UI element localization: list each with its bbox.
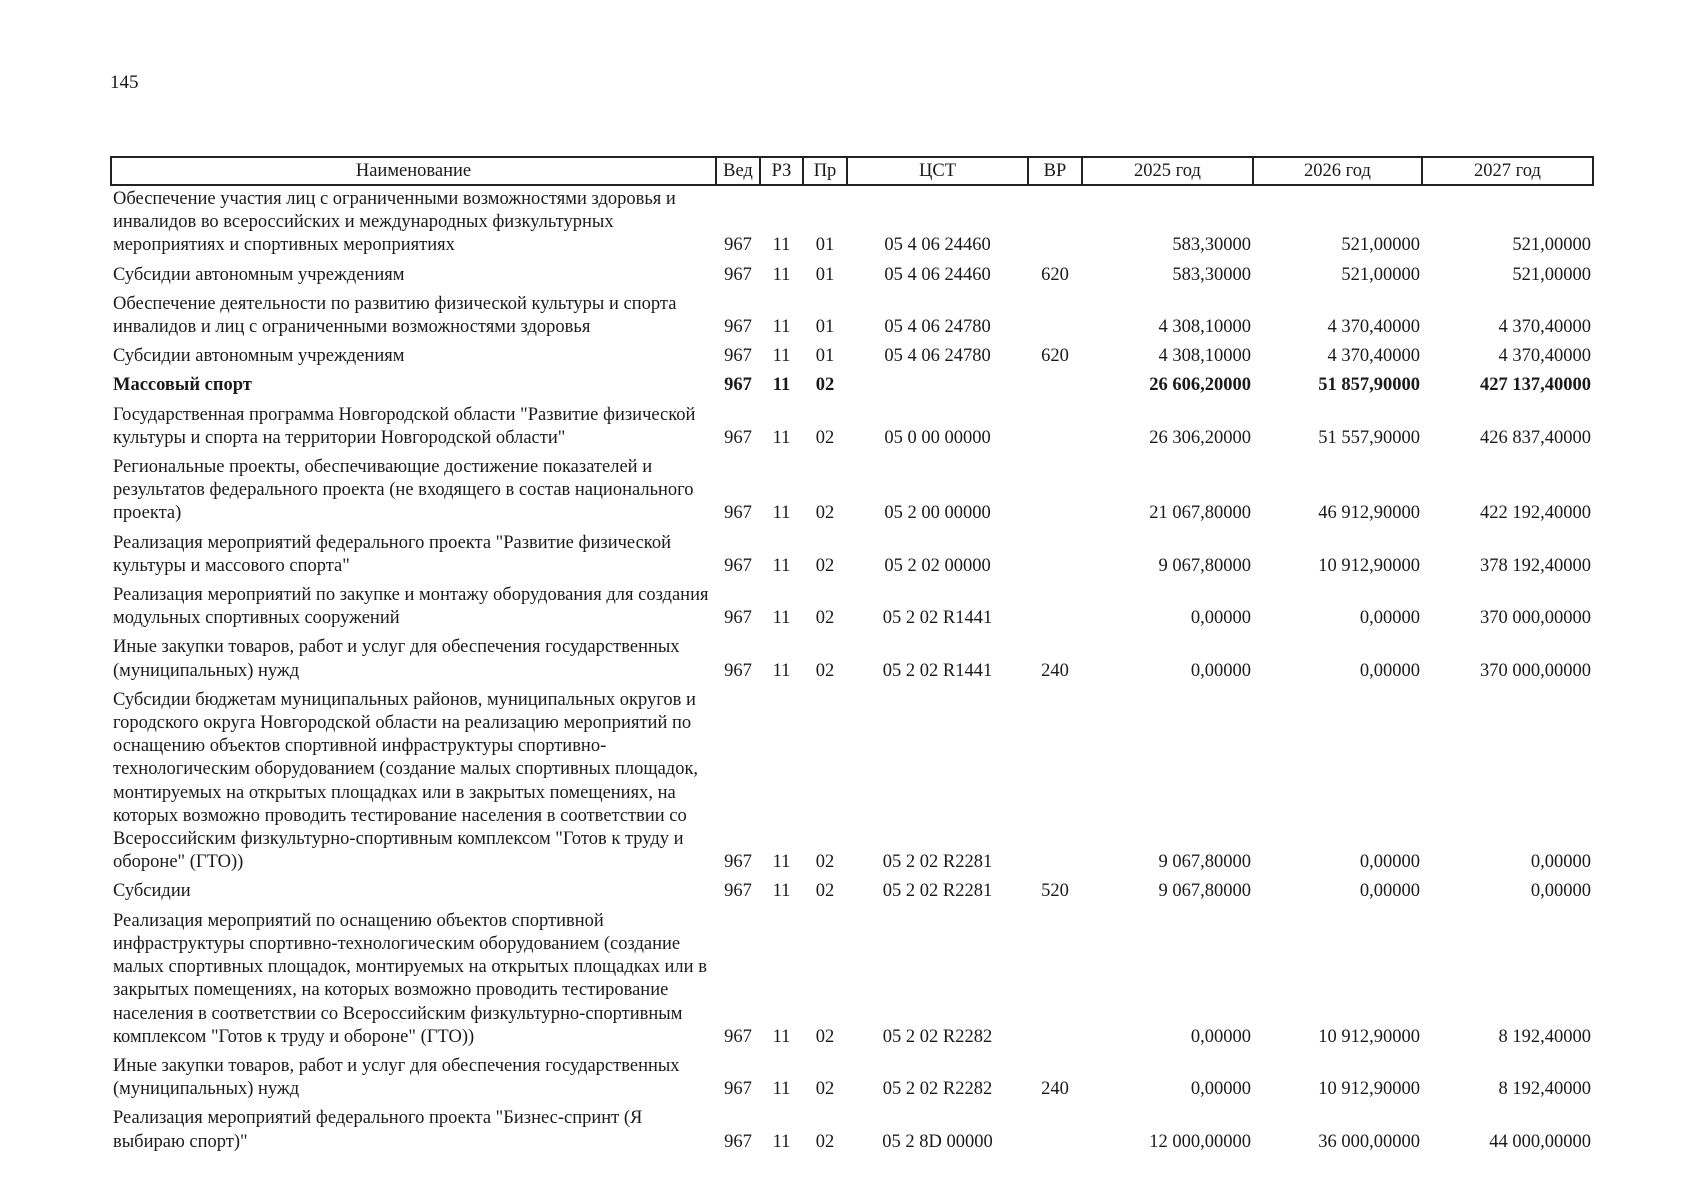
table-header-row <box>111 157 1593 185</box>
cell-cst: 05 2 02 R2281 <box>882 881 993 902</box>
cell-vr <box>1028 908 1082 1053</box>
cell-ved: 967 <box>724 852 752 873</box>
cell-2026: 46 912,90000 <box>1318 503 1420 524</box>
cell-cst: 05 4 06 24780 <box>884 346 991 367</box>
cell-cst: 05 2 02 R1441 <box>882 608 993 629</box>
header-2027: 2027 год <box>1422 157 1593 185</box>
cell-ved: 967 <box>724 660 752 681</box>
cell-vr <box>1028 582 1082 634</box>
cell-rz: 11 <box>772 881 791 902</box>
table-row <box>111 343 1593 372</box>
cell-pr: 02 <box>815 608 835 629</box>
cell-vr <box>1028 185 1082 262</box>
table-row <box>111 878 1593 907</box>
cell-vr: 240 <box>1041 660 1069 681</box>
cell-2026: 0,00000 <box>1359 660 1420 681</box>
cell-pr: 02 <box>815 881 835 902</box>
cell-2027: 521,00000 <box>1512 235 1591 256</box>
cell-cst: 05 2 02 R1441 <box>882 660 993 681</box>
cell-cst: 05 2 02 R2282 <box>882 1026 993 1047</box>
cell-2026: 10 912,90000 <box>1318 1079 1420 1100</box>
cell-pr: 02 <box>815 503 835 524</box>
cell-2027: 0,00000 <box>1530 881 1591 902</box>
cell-name: Реализация мероприятий федерального проекта "Развитие физической культуры и массового спорта" <box>113 532 671 576</box>
cell-pr: 02 <box>815 427 835 448</box>
cell-rz: 11 <box>772 235 791 256</box>
cell-rz: 11 <box>772 555 791 576</box>
cell-2026: 4 370,40000 <box>1327 317 1420 338</box>
cell-vr <box>1028 687 1082 879</box>
header-2025: 2025 год <box>1082 157 1253 185</box>
cell-cst: 05 4 06 24460 <box>884 235 991 256</box>
cell-pr: 02 <box>815 1131 835 1152</box>
cell-2025: 21 067,80000 <box>1149 503 1251 524</box>
cell-ved: 967 <box>724 346 752 367</box>
cell-2027: 370 000,00000 <box>1480 608 1591 629</box>
table-row <box>111 372 1593 401</box>
cell-pr: 02 <box>815 375 835 396</box>
cell-2025: 9 067,80000 <box>1158 852 1251 873</box>
cell-vr: 240 <box>1041 1079 1069 1100</box>
cell-vr <box>1028 372 1082 401</box>
cell-ved: 967 <box>724 555 752 576</box>
cell-2027: 427 137,40000 <box>1480 375 1591 396</box>
cell-2027: 4 370,40000 <box>1498 317 1591 338</box>
table-row <box>111 908 1593 1053</box>
cell-2026: 4 370,40000 <box>1327 346 1420 367</box>
cell-name: Иные закупки товаров, работ и услуг для обеспечения государственных (муниципальных) нужд <box>113 1055 680 1100</box>
cell-2026: 0,00000 <box>1359 881 1420 902</box>
cell-ved: 967 <box>724 427 752 448</box>
cell-rz: 11 <box>772 346 791 367</box>
header-pr: Пр <box>803 157 847 185</box>
cell-rz: 11 <box>772 264 791 285</box>
table-row <box>111 634 1593 686</box>
cell-2025: 26 606,20000 <box>1149 375 1251 396</box>
cell-2026: 10 912,90000 <box>1318 1026 1420 1047</box>
cell-name: Субсидии автономным учреждениям <box>113 264 405 285</box>
cell-pr: 02 <box>815 555 835 576</box>
table-row <box>111 687 1593 879</box>
cell-name: Субсидии бюджетам муниципальных районов, муниципальных округов и городского округа Новгородской области на реализацию мероприятий по оснащению объектов спортивной инфраструктуры спортивно-технологическим оборудованием (создание малых спортивных площадок, монтируемых на открытых площадках или в закрытых помещениях, на которых возможно проводить тестирование населения в соответствии со Всероссийским физкультурно-спортивным комплексом "Готов к труду и обороне" (ГТО)) <box>113 689 699 873</box>
cell-vr <box>1028 530 1082 582</box>
cell-pr: 02 <box>815 1026 835 1047</box>
table-row <box>111 402 1593 454</box>
cell-name: Региональные проекты, обеспечивающие достижение показателей и результатов федерального проекта (не входящего в состав национального проекта) <box>113 457 694 524</box>
cell-name: Реализация мероприятий по закупке и монтажу оборудования для создания модульных спортивных сооружений <box>113 585 709 629</box>
cell-pr: 01 <box>815 346 835 367</box>
header-cst: ЦСТ <box>847 157 1028 185</box>
cell-name: Обеспечение деятельности по развитию физической культуры и спорта инвалидов и лиц с ограниченными возможностями здоровья <box>113 293 677 338</box>
cell-vr <box>1028 291 1082 343</box>
cell-vr <box>1028 454 1082 530</box>
cell-rz: 11 <box>772 503 791 524</box>
budget-table <box>110 156 1594 1158</box>
cell-2025: 0,00000 <box>1190 1026 1251 1047</box>
cell-2025: 583,30000 <box>1172 264 1251 285</box>
table-row <box>111 454 1593 530</box>
cell-name: Реализация мероприятий по оснащению объектов спортивной инфраструктуры спортивно-технологическим оборудованием (создание малых спортивных площадок, монтируемых на открытых площадках или в закрытых помещениях, на которых возможно проводить тестирование населения в соответствии со Всероссийским физкультурно-спортивным комплексом "Готов к труду и обороне" (ГТО)) <box>113 910 707 1047</box>
cell-pr: 02 <box>815 852 835 873</box>
cell-2026: 521,00000 <box>1341 235 1420 256</box>
cell-cst: 05 4 06 24780 <box>884 317 991 338</box>
cell-2027: 4 370,40000 <box>1498 346 1591 367</box>
cell-2025: 0,00000 <box>1190 608 1251 629</box>
cell-2027: 8 192,40000 <box>1498 1079 1591 1100</box>
cell-2025: 9 067,80000 <box>1158 555 1251 576</box>
cell-pr: 01 <box>815 235 835 256</box>
cell-2027: 0,00000 <box>1530 852 1591 873</box>
table-row <box>111 530 1593 582</box>
cell-ved: 967 <box>724 1131 752 1152</box>
header-rz: РЗ <box>760 157 803 185</box>
cell-2027: 370 000,00000 <box>1480 660 1591 681</box>
cell-cst: 05 2 02 R2281 <box>882 852 993 873</box>
cell-2025: 26 306,20000 <box>1149 427 1251 448</box>
cell-2025: 4 308,10000 <box>1158 317 1251 338</box>
cell-vr: 520 <box>1041 881 1069 902</box>
cell-2027: 378 192,40000 <box>1480 555 1591 576</box>
cell-2027: 422 192,40000 <box>1480 503 1591 524</box>
page-number: 145 <box>110 72 139 93</box>
cell-cst: 05 2 8D 00000 <box>882 1131 993 1152</box>
cell-vr: 620 <box>1041 264 1069 285</box>
table-row <box>111 262 1593 291</box>
cell-name: Реализация мероприятий федерального проекта "Бизнес-спринт (Я выбираю спорт)" <box>113 1108 643 1152</box>
cell-pr: 01 <box>815 317 835 338</box>
cell-ved: 967 <box>724 375 752 396</box>
cell-2025: 4 308,10000 <box>1158 346 1251 367</box>
cell-ved: 967 <box>724 1026 752 1047</box>
cell-2027: 521,00000 <box>1512 264 1591 285</box>
cell-2025: 12 000,00000 <box>1149 1131 1251 1152</box>
cell-name: Субсидии <box>113 881 191 902</box>
cell-pr: 01 <box>815 264 835 285</box>
cell-2027: 8 192,40000 <box>1498 1026 1591 1047</box>
cell-2025: 0,00000 <box>1190 1079 1251 1100</box>
header-name: Наименование <box>111 157 716 185</box>
cell-2025: 0,00000 <box>1190 660 1251 681</box>
cell-vr: 620 <box>1041 346 1069 367</box>
table-body <box>111 185 1593 1158</box>
cell-ved: 967 <box>724 317 752 338</box>
cell-rz: 11 <box>772 375 791 396</box>
cell-2027: 44 000,00000 <box>1489 1131 1591 1152</box>
cell-rz: 11 <box>772 317 791 338</box>
cell-ved: 967 <box>724 881 752 902</box>
table-row <box>111 1053 1593 1105</box>
cell-2026: 0,00000 <box>1359 852 1420 873</box>
header-ved: Вед <box>716 157 760 185</box>
cell-cst: 05 2 02 00000 <box>884 555 991 576</box>
cell-rz: 11 <box>772 427 791 448</box>
cell-vr <box>1028 402 1082 454</box>
cell-2025: 583,30000 <box>1172 235 1251 256</box>
cell-2025: 9 067,80000 <box>1158 881 1251 902</box>
cell-rz: 11 <box>772 852 791 873</box>
cell-name: Иные закупки товаров, работ и услуг для обеспечения государственных (муниципальных) нужд <box>113 637 680 681</box>
cell-rz: 11 <box>772 1131 791 1152</box>
cell-2026: 10 912,90000 <box>1318 555 1420 576</box>
cell-pr: 02 <box>815 1079 835 1100</box>
table-row <box>111 291 1593 343</box>
cell-vr <box>1028 1105 1082 1157</box>
cell-2026: 36 000,00000 <box>1318 1131 1420 1152</box>
cell-pr: 02 <box>815 660 835 681</box>
header-2026: 2026 год <box>1253 157 1422 185</box>
header-vr: ВР <box>1028 157 1082 185</box>
cell-name: Государственная программа Новгородской области "Развитие физической культуры и спорта на территории Новгородской области" <box>113 404 696 448</box>
cell-rz: 11 <box>772 608 791 629</box>
cell-name: Субсидии автономным учреждениям <box>113 346 405 367</box>
cell-cst: 05 4 06 24460 <box>884 264 991 285</box>
cell-2026: 521,00000 <box>1341 264 1420 285</box>
cell-ved: 967 <box>724 264 752 285</box>
cell-ved: 967 <box>724 235 752 256</box>
cell-ved: 967 <box>724 503 752 524</box>
table-row <box>111 582 1593 634</box>
cell-rz: 11 <box>772 1026 791 1047</box>
cell-2026: 51 857,90000 <box>1318 375 1420 396</box>
cell-rz: 11 <box>772 660 791 681</box>
cell-2027: 426 837,40000 <box>1480 427 1591 448</box>
cell-2026: 51 557,90000 <box>1318 427 1420 448</box>
cell-ved: 967 <box>724 608 752 629</box>
cell-cst <box>847 372 1028 401</box>
table-row <box>111 185 1593 262</box>
cell-cst: 05 2 02 R2282 <box>882 1079 993 1100</box>
cell-2026: 0,00000 <box>1359 608 1420 629</box>
cell-name: Обеспечение участия лиц с ограниченными возможностями здоровья и инвалидов во всероссийских и международных физкультурных мероприятиях и спортивных мероприятиях <box>113 189 676 256</box>
cell-cst: 05 0 00 00000 <box>884 427 991 448</box>
table-row <box>111 1105 1593 1157</box>
cell-name: Массовый спорт <box>113 375 252 396</box>
cell-rz: 11 <box>772 1079 791 1100</box>
cell-ved: 967 <box>724 1079 752 1100</box>
cell-cst: 05 2 00 00000 <box>884 503 991 524</box>
